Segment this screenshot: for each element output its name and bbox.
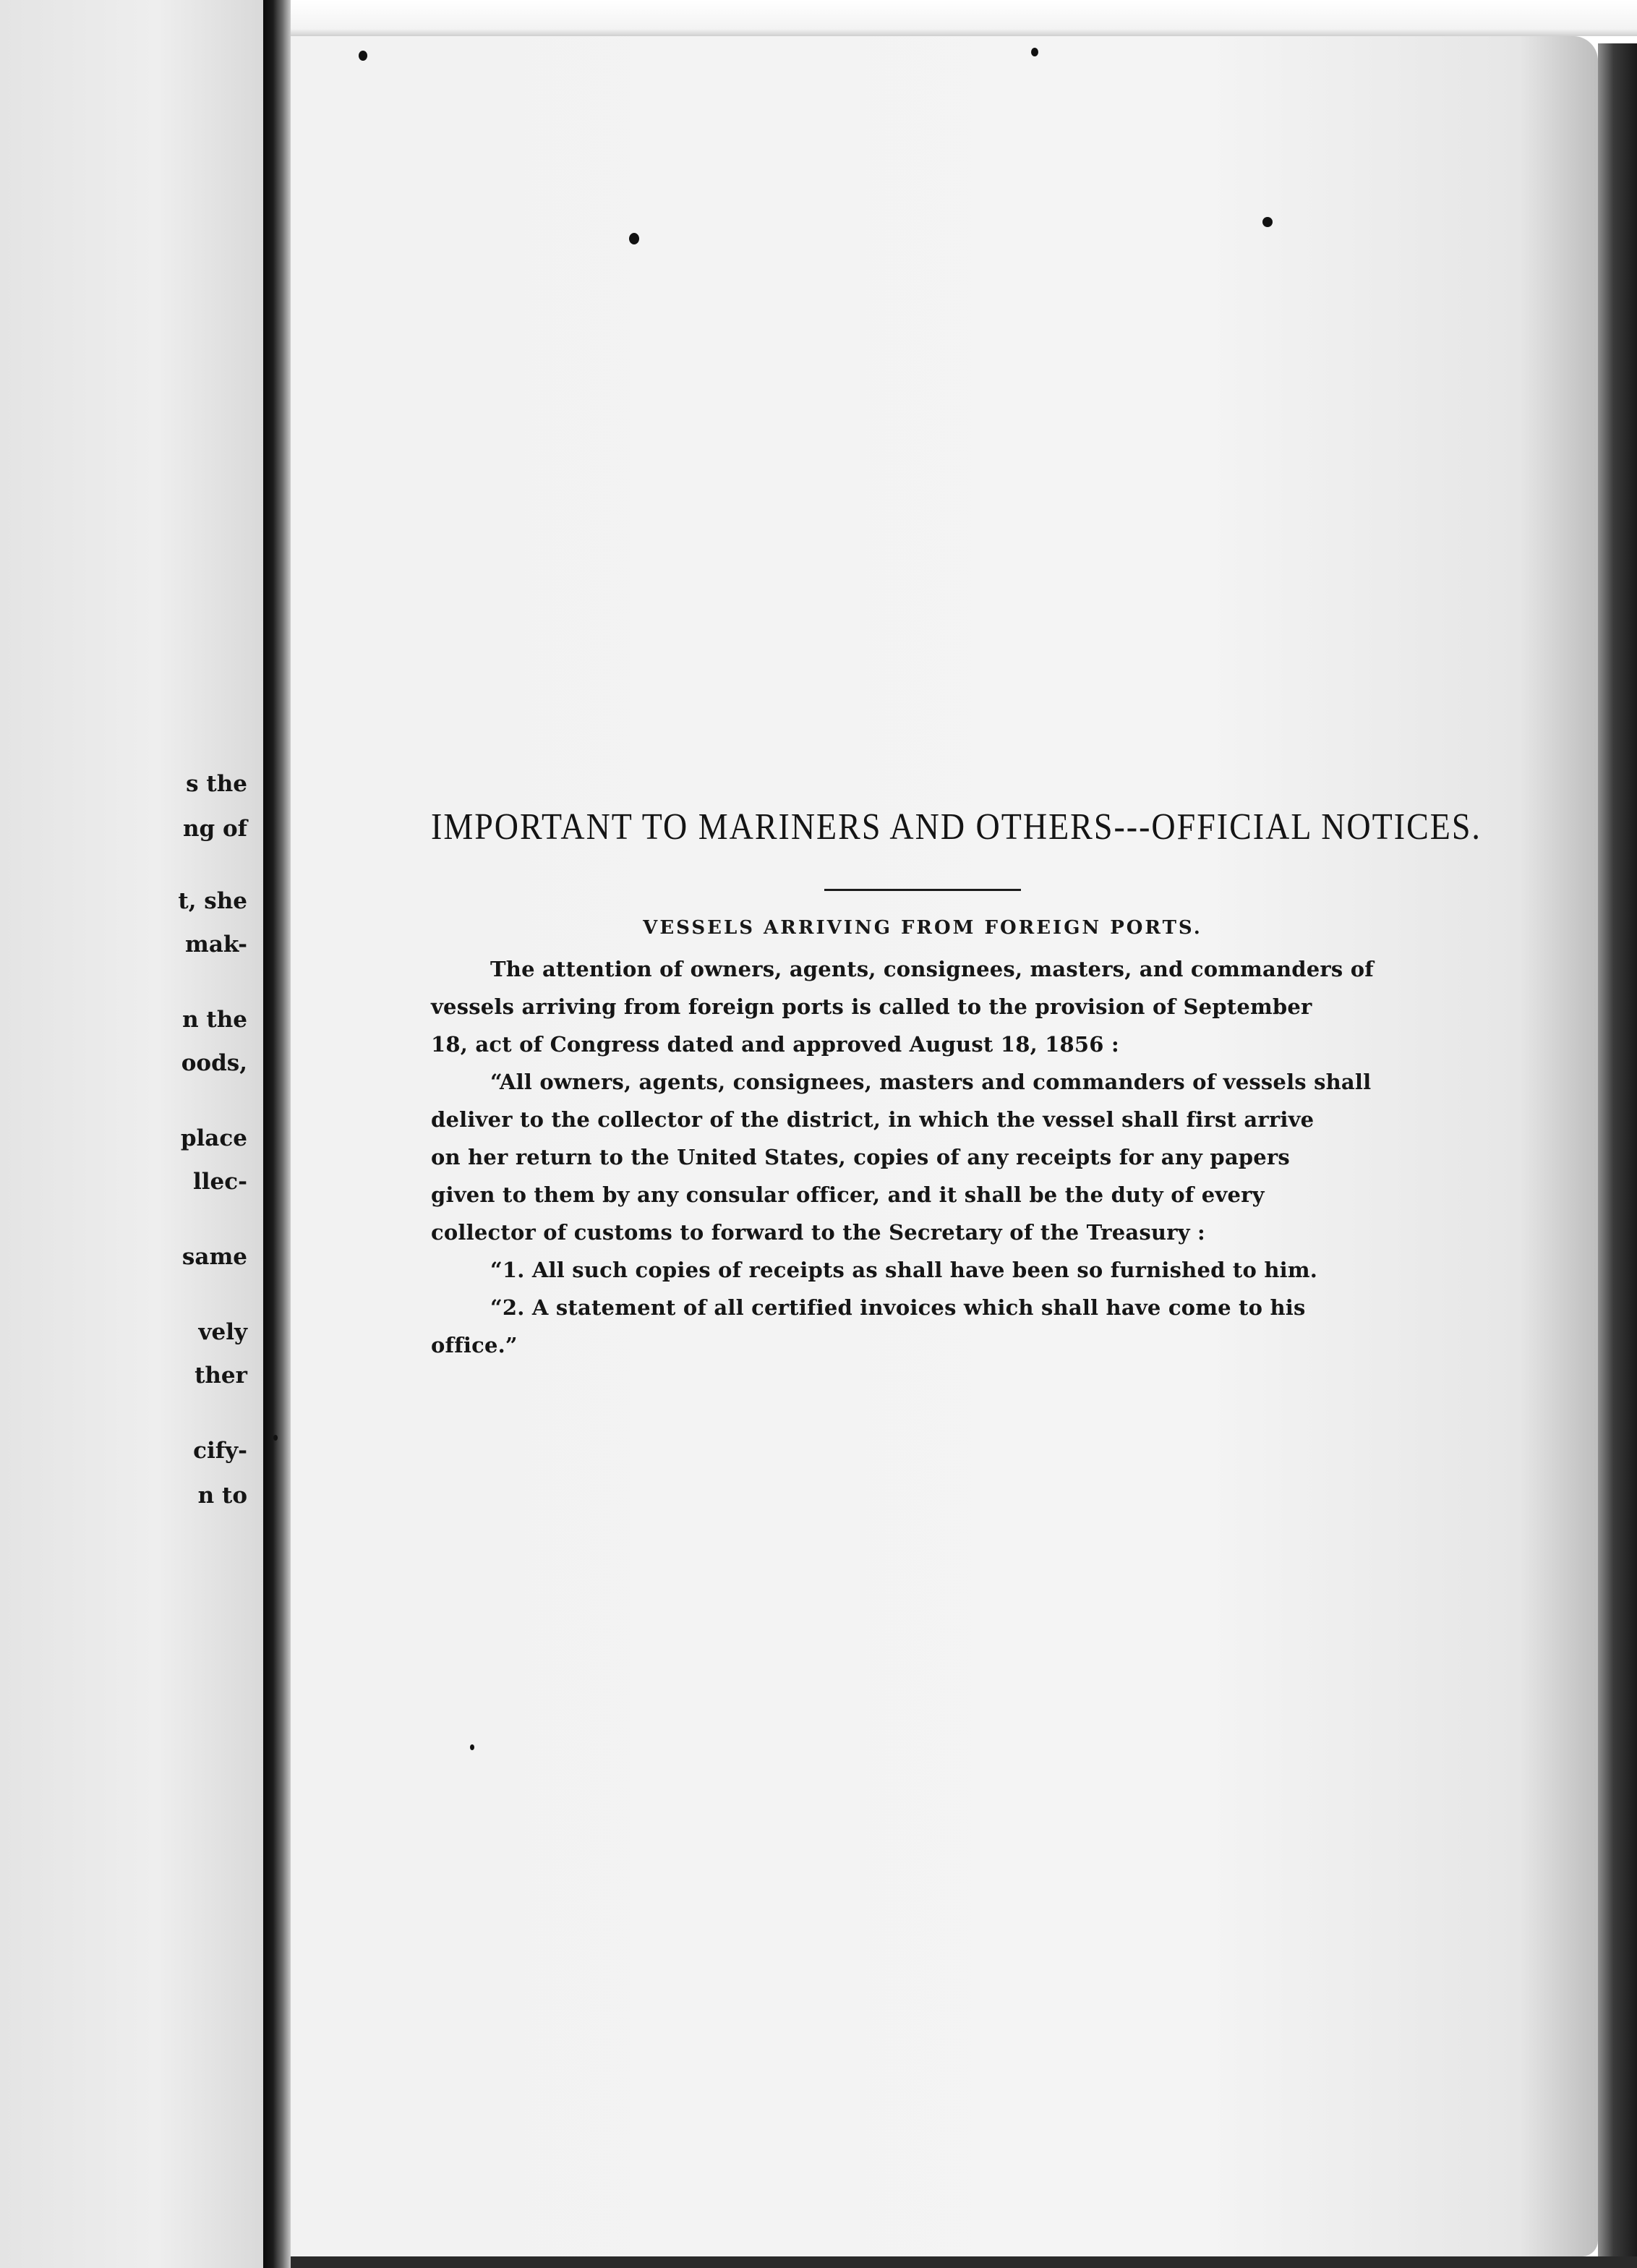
- paragraph-line: The attention of owners, agents, consignees, masters, and commanders of: [490, 957, 1374, 981]
- heading-rule: [824, 889, 1021, 891]
- left-page-fragment: llec-: [192, 1169, 247, 1195]
- page-right-edge: [1598, 43, 1637, 2268]
- notice-paragraph: [431, 1063, 1414, 1251]
- left-page-fragment: t, she: [178, 888, 247, 914]
- paragraph-line: “All owners, agents, consignees, masters and commanders of vessels shall: [490, 1070, 1372, 1094]
- scan-speck: [629, 233, 639, 244]
- notice-subheading: VESSELS ARRIVING FROM FOREIGN PORTS.: [643, 917, 1202, 939]
- left-page-fragment: oods,: [181, 1050, 247, 1076]
- scan-speck: [1262, 217, 1273, 227]
- paragraph-line: vessels arriving from foreign ports is called to the provision of September: [431, 994, 1312, 1019]
- paragraph-line: deliver to the collector of the district, in which the vessel shall first arrive: [431, 1107, 1315, 1132]
- scan-speck: [359, 51, 367, 61]
- paragraph-line: office.”: [431, 1333, 518, 1357]
- book-gutter: [263, 0, 291, 2268]
- paragraph-line: 18, act of Congress dated and approved August 18, 1856 :: [431, 1032, 1119, 1057]
- left-page-fragment: same: [181, 1244, 247, 1270]
- paragraph-line: collector of customs to forward to the Secretary of the Treasury :: [431, 1220, 1205, 1245]
- notice-heading: IMPORTANT TO MARINERS AND OTHERS---OFFICIAL NOTICES.: [431, 805, 1482, 848]
- page-top-edge: [291, 0, 1637, 36]
- left-page-fragment: mak-: [185, 932, 247, 958]
- left-page-fragment: n the: [182, 1007, 247, 1033]
- notice-paragraph: [431, 1289, 1414, 1364]
- paragraph-line: “1. All such copies of receipts as shall have been so furnished to him.: [490, 1258, 1317, 1282]
- official-notice: [431, 805, 1482, 1364]
- left-page-fragment: cify-: [193, 1438, 247, 1464]
- page-bottom-edge: [291, 2256, 1637, 2268]
- left-page-fragment: place: [180, 1125, 247, 1151]
- left-page-fragment: s the: [186, 771, 247, 797]
- scan-speck: [273, 1435, 278, 1441]
- scan-speck: [470, 1744, 474, 1750]
- notice-paragraph: [431, 1251, 1414, 1289]
- paragraph-line: given to them by any consular officer, and it shall be the duty of every: [431, 1182, 1265, 1207]
- left-page-fragment: ng of: [182, 816, 247, 842]
- left-page-fragment: n to: [197, 1483, 247, 1509]
- paragraph-line: on her return to the United States, copies of any receipts for any papers: [431, 1145, 1290, 1169]
- left-facing-page: [0, 0, 263, 2268]
- left-page-fragment: vely: [198, 1319, 247, 1345]
- scan-speck: [1031, 48, 1038, 56]
- notice-paragraph: [431, 950, 1414, 1063]
- paragraph-line: “2. A statement of all certified invoices which shall have come to his: [490, 1295, 1306, 1320]
- left-page-fragment: ther: [195, 1363, 247, 1389]
